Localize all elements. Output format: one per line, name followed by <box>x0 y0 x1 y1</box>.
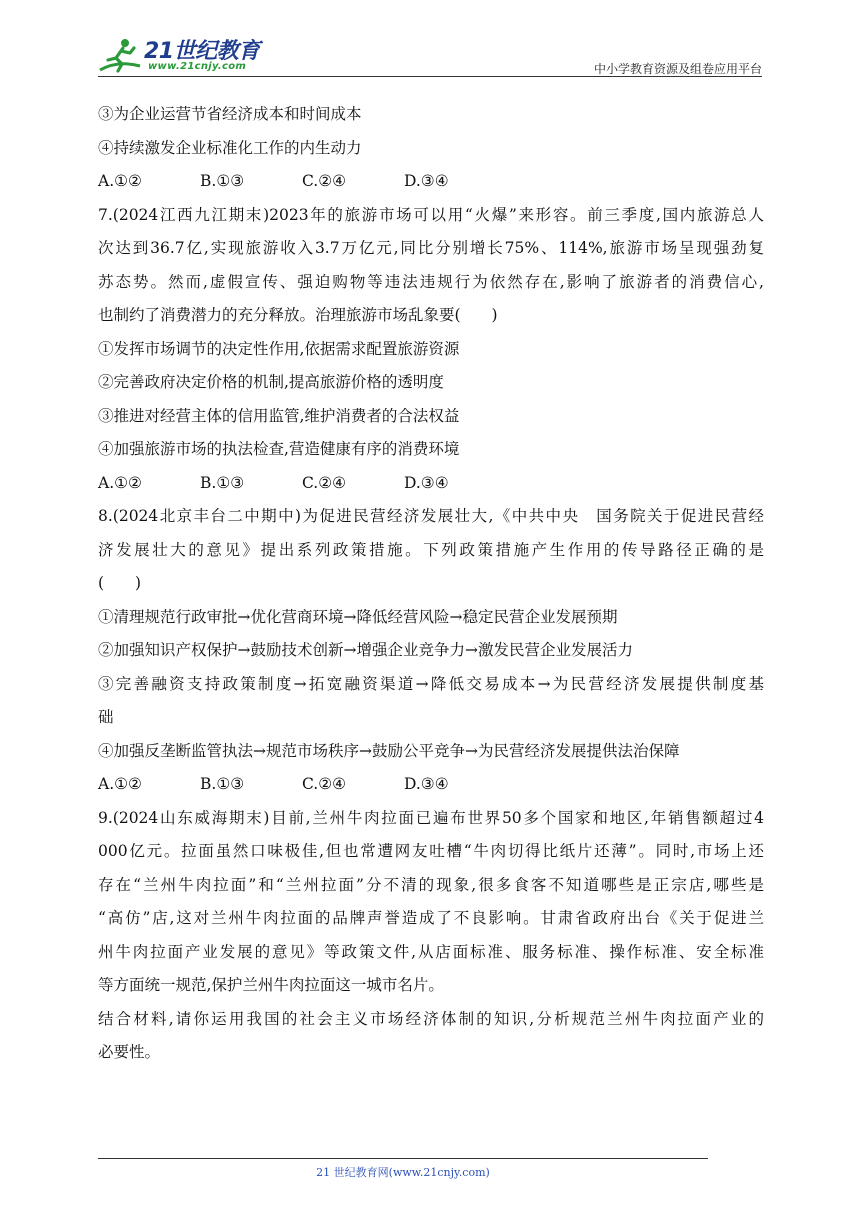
text-line: ( ) <box>98 574 142 592</box>
answer-option[interactable]: D.③④ <box>404 473 449 492</box>
runner-logo-icon <box>98 36 142 76</box>
text-line: 州牛肉拉面产业发展的意见》等政策文件,从店面标准、服务标准、操作标准、安全标准 <box>98 942 764 961</box>
answer-option[interactable]: B.①③ <box>200 775 245 793</box>
answer-option[interactable]: A.①② <box>98 172 142 190</box>
text-line: ④持续激发企业标准化工作的内生动力 <box>98 138 362 157</box>
text-line: “高仿”店,这对兰州牛肉拉面的品牌声誉造成了不良影响。甘肃省政府出台《关于促进兰 <box>98 909 764 927</box>
text-line: 8.(2024北京丰台二中期中)为促进民营经济发展壮大,《中共中央 国务院关于促进民营经 <box>98 507 764 525</box>
text-line: ③推进对经营主体的信用监管,维护消费者的合法权益 <box>98 406 460 425</box>
answer-option[interactable]: C.②④ <box>302 172 347 190</box>
text-line: 等方面统一规范,保护兰州牛肉拉面这一城市名片。 <box>98 976 444 994</box>
answer-option[interactable]: D.③④ <box>404 172 449 190</box>
text-line: 000亿元。拉面虽然口味极佳,但也常遭网友吐槽“牛肉切得比纸片还薄”。同时,市场上还 <box>98 842 764 860</box>
footer-divider <box>98 1158 708 1159</box>
text-line: 济发展壮大的意见》提出系列政策措施。下列政策措施产生作用的传导路径正确的是 <box>98 540 764 559</box>
header-divider <box>98 76 762 77</box>
text-line: ④加强反垄断监管执法→规范市场秩序→鼓励公平竞争→为民营经济发展提供法治保障 <box>98 741 680 760</box>
answer-option[interactable]: B.①③ <box>200 473 245 492</box>
answer-option[interactable]: A.①② <box>98 473 142 492</box>
text-line: 苏态势。然而,虚假宣传、强迫购物等违法违规行为依然存在,影响了旅游者的消费信心, <box>98 272 764 291</box>
text-line: 存在“兰州牛肉拉面”和“兰州拉面”分不清的现象,很多食客不知道哪些是正宗店,哪些是 <box>98 875 764 894</box>
text-line: ③完善融资支持政策制度→拓宽融资渠道→降低交易成本→为民营经济发展提供制度基 <box>98 674 764 693</box>
footer-source[interactable]: 21 世纪教育网(www.21cnjy.com) <box>316 1166 490 1179</box>
text-line: 必要性。 <box>98 1043 161 1061</box>
logo-url-text: www.21cnjy.com <box>148 61 247 72</box>
text-line: ①清理规范行政审批→优化营商环境→降低经营风险→稳定民营企业发展预期 <box>98 607 618 626</box>
text-line: ③为企业运营节省经济成本和时间成本 <box>98 105 362 123</box>
text-line: 7.(2024江西九江期末)2023年的旅游市场可以用“火爆”来形容。前三季度,国内旅游总人 <box>98 205 764 224</box>
question-content <box>98 98 764 1070</box>
answer-option[interactable]: A.①② <box>98 775 142 793</box>
answer-option[interactable]: D.③④ <box>404 775 449 793</box>
text-line: ②完善政府决定价格的机制,提高旅游价格的透明度 <box>98 373 444 391</box>
answer-option[interactable]: C.②④ <box>302 473 347 492</box>
logo-brand-text: 21世纪教育 <box>144 39 260 64</box>
site-logo[interactable] <box>98 34 268 78</box>
text-line: 9.(2024山东威海期末)目前,兰州牛肉拉面已遍布世界50多个国家和地区,年销售额超过4 <box>98 808 764 827</box>
answer-options <box>98 467 764 501</box>
text-line: 础 <box>98 708 114 726</box>
text-line: 也制约了消费潜力的充分释放。治理旅游市场乱象要( ) <box>98 306 498 324</box>
page-header <box>98 30 762 78</box>
answer-option[interactable]: B.①③ <box>200 172 245 190</box>
answer-options <box>98 165 764 199</box>
text-line: ②加强知识产权保护→鼓励技术创新→增强企业竞争力→激发民营企业发展活力 <box>98 641 633 659</box>
platform-title: 中小学教育资源及组卷应用平台 <box>593 62 762 76</box>
answer-option[interactable]: C.②④ <box>302 775 347 793</box>
text-line: ④加强旅游市场的执法检查,营造健康有序的消费环境 <box>98 440 460 458</box>
answer-options <box>98 768 764 802</box>
text-line: 结合材料,请你运用我国的社会主义市场经济体制的知识,分析规范兰州牛肉拉面产业的 <box>98 1009 764 1028</box>
text-line: 次达到36.7亿,实现旅游收入3.7万亿元,同比分别增长75%、114%,旅游市场呈现强劲复 <box>98 239 764 257</box>
text-line: ①发挥市场调节的决定性作用,依据需求配置旅游资源 <box>98 339 460 358</box>
